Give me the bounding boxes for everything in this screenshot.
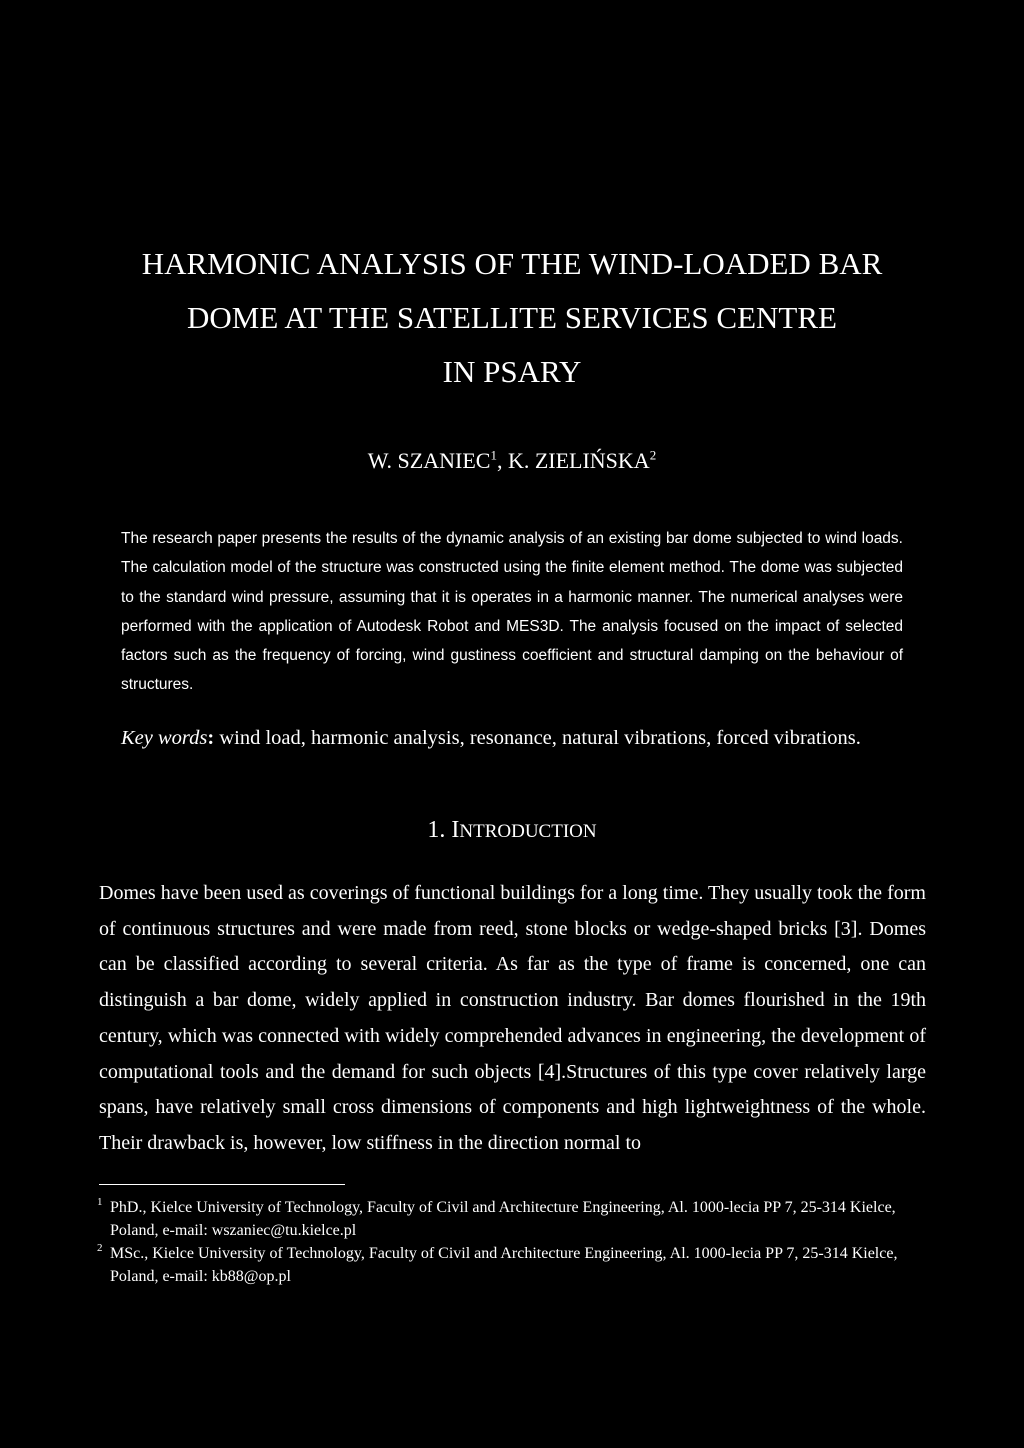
keywords-line bbox=[121, 724, 921, 752]
footnote-number-1: 1 bbox=[97, 1196, 103, 1208]
footnote-text-1: PhD., Kielce University of Technology, Faculty of Civil and Architecture Engineering, Al. 1000-lecia PP 7, 25-314 Kielce, Poland, e-mail: wszaniec@tu.kielce.pl bbox=[110, 1199, 896, 1239]
introduction-paragraph: Domes have been used as coverings of functional buildings for a long time. They usually took the form of continuous structures and were made from reed, stone blocks or wedge-shaped bricks [3]. Domes can be classified according to several criteria. As far as the type of frame is concerned, one can distinguish a bar dome, widely applied in construction industry. Bar domes flourished in the 19th century, which was connected with widely comprehended advances in engineering, the development of computational tools and the demand for such objects [4].Structures of this type cover relatively large spans, have relatively small cross dimensions of components and high lightweightness of the whole. Their drawback is, however, low stiffness in the direction normal to bbox=[99, 882, 926, 1154]
section-number: 1. bbox=[427, 817, 452, 843]
author-affiliation-mark-2: 2 bbox=[649, 447, 657, 463]
footnote-separator bbox=[99, 1184, 345, 1185]
paper-title-line-2: DOME AT THE SATELLITE SERVICES CENTRE bbox=[187, 300, 837, 335]
abstract-text: The research paper presents the results of the dynamic analysis of an existing bar dome subjected to wind loads. The calculation model of the structure was constructed using the finite element method. The dome was subjected to the standard wind pressure, assuming that it is operates in a harmonic manner. The numerical analyses were performed with the application of Autodesk Robot and MES3D. The analysis focused on the impact of selected factors such as the frequency of forcing, wind gustiness coefficient and structural damping on the behaviour of structures. bbox=[121, 530, 903, 694]
paper-title-line-3: IN PSARY bbox=[442, 354, 582, 389]
keywords-colon: : bbox=[207, 727, 215, 749]
author-affiliation-mark-1: 1 bbox=[490, 447, 497, 463]
author-name-1: W. SZANIEC bbox=[367, 448, 491, 473]
footnotes bbox=[99, 1196, 929, 1288]
paper-title-line-1: HARMONIC ANALYSIS OF THE WIND-LOADED BAR bbox=[141, 246, 883, 281]
section-title-initial: I bbox=[451, 817, 460, 843]
footnote-text-2: MSc., Kielce University of Technology, Faculty of Civil and Architecture Engineering, Al. 1000-lecia PP 7, 25-314 Kielce, Poland, e-mail: kb88@op.pl bbox=[110, 1245, 898, 1285]
author-list bbox=[0, 447, 1024, 475]
section-title-rest: NTRODUCTION bbox=[459, 821, 597, 842]
footnote-number-2: 2 bbox=[97, 1242, 103, 1254]
footnote-1 bbox=[99, 1196, 929, 1242]
author-separator: , bbox=[496, 448, 508, 473]
footnote-2 bbox=[99, 1242, 929, 1288]
section-heading-introduction bbox=[0, 815, 1024, 847]
author-name-2: K. ZIELIŃSKA bbox=[507, 448, 650, 473]
keywords-label: Key words bbox=[121, 727, 208, 749]
keywords-list: wind load, harmonic analysis, resonance, natural vibrations, forced vibrations. bbox=[214, 727, 861, 749]
